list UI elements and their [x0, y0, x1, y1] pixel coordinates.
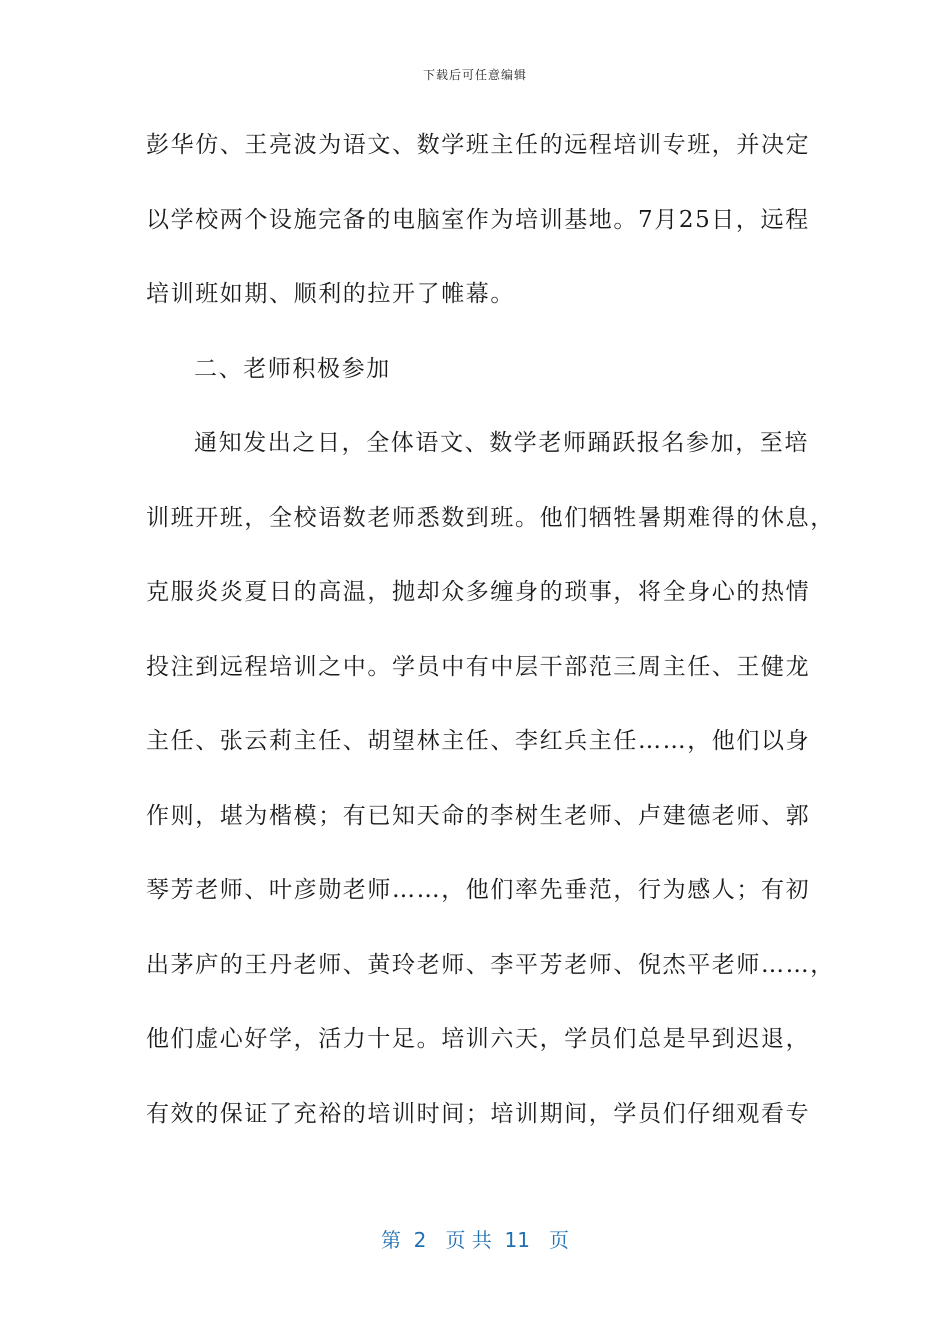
body-line-13: 他们虚心好学，活力十足。培训六天，学员们总是早到迟退，	[146, 1026, 811, 1052]
body-line-8: 投注到远程培训之中。学员中有中层干部范三周主任、王健龙	[146, 653, 811, 680]
body-line-12: 出茅庐的王丹老师、黄玲老师、李平芳老师、倪杰平老师……，	[146, 951, 835, 978]
page-header-note: 下载后可任意编辑	[422, 68, 527, 82]
body-line-5: 通知发出之日，全体语文、数学老师踊跃报名参加，至培	[194, 430, 809, 456]
body-line-9: 主任、张云莉主任、胡望林主任、李红兵主任……，他们以身	[146, 728, 811, 754]
body-line-10: 作则，堪为楷模；有已知天命的李树生老师、卢建德老师、郭	[146, 802, 811, 829]
body-line-11: 琴芳老师、叶彦勋老师……，他们率先垂范，行为感人；有初	[146, 877, 811, 903]
document-body	[146, 122, 835, 1165]
body-line-14: 有效的保证了充裕的培训时间；培训期间，学员们仔细观看专	[146, 1100, 811, 1127]
body-line-2: 以学校两个设施完备的电脑室作为培训基地。7月25日，远程	[146, 206, 810, 233]
body-line-6: 训班开班，全校语数老师悉数到班。他们牺牲暑期难得的休息，	[146, 504, 835, 531]
body-line-7: 克服炎炎夏日的高温，抛却众多缠身的琐事，将全身心的热情	[146, 579, 811, 605]
section-heading: 二、老师积极参加	[194, 355, 391, 382]
page-number-footer: 第 2 页 共 11 页	[380, 1228, 570, 1252]
body-line-1: 彭华仿、王亮波为语文、数学班主任的远程培训专班，并决定	[146, 132, 811, 158]
body-line-3: 培训班如期、顺利的拉开了帷幕。	[146, 281, 515, 307]
